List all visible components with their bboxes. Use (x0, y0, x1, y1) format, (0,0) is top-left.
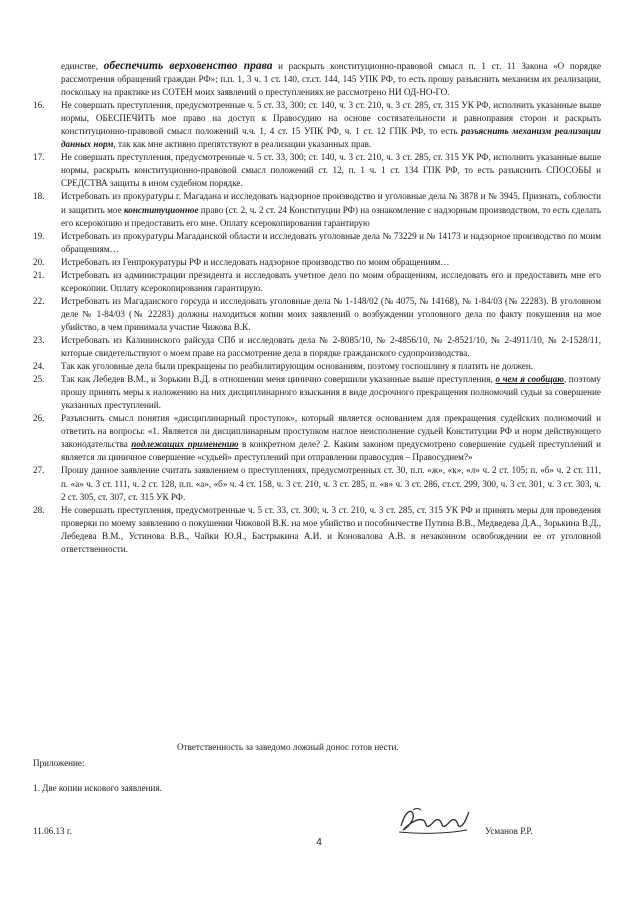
emphasized-text: обеспечить верховенство права (103, 60, 273, 72)
item-number: 20. (33, 256, 45, 267)
emphasized-text: подлежащих применению (131, 439, 239, 450)
item-text: Так как уголовные дела были прекращены по реабилитирующим основаниям, поэтому госпошлину я платить не должен. (61, 361, 534, 372)
item-number: 25. (33, 374, 45, 385)
item-text: Истребовать из Магаданского горсуда и исследовать уголовные дела № 1-148/02 (№ 4075, № 14168), № 1-84/03 (№ 22283). В уголовном деле № 1-84/03 (№ 22283) должны находиться копии моих заявлений о возбуждении уголовного дела по факту покушения на мое убийство, в чем принимала участие Чижова В.К. (61, 295, 601, 332)
list-item (33, 60, 601, 99)
item-number: 17. (33, 152, 45, 163)
document-date: 11.06.13 г. (33, 826, 72, 836)
item-number: 27. (33, 465, 45, 476)
item-number: 19. (33, 230, 45, 241)
item-text: и раскрыть конституционно-правовой смысл п. 1 ст. 11 Закона «О порядке рассмотрения обращений граждан РФ»; п.п. 1, 3 ч. 1 ст. 140, ст.ст. 144, 145 УПК РФ, то есть прошу разъяснить механизм их реализации, поскольку на практике из СОТЕН моих заявлений о преступлениях не рассмотрено НИ ОД-НО-ГО. (61, 61, 602, 98)
appendix-item: 1. Две копии искового заявления. (33, 783, 162, 793)
item-number: 24. (33, 361, 45, 372)
list-item (33, 504, 601, 556)
list-item (33, 360, 601, 373)
appendix-label: Приложение: (33, 758, 85, 768)
item-text: Истребовать из Генпрокуратуры РФ и исследовать надзорное производство по моим обращениям… (61, 256, 450, 267)
item-number: 26. (33, 413, 45, 424)
emphasized-text: конституционное (124, 204, 199, 215)
item-text: Не совершать преступления, предусмотренные ч. 5 ст. 33, 300; ст. 140, ч. 3 ст. 210, ч. 3 ст. 285, ст. 315 УК РФ, исполнить указанные выше нормы, ОБЕСПЕЧИТЬ мое право на доступ к Правосудию на основе состязательности и равноправия сторон и раскрыть конституционно-правовой смысл положений ч.ч. 1, 4 ст. 15 УПК РФ, ч. 1 ст. 12 ГПК РФ, то есть (61, 100, 601, 137)
item-text: единстве, (61, 61, 104, 71)
emphasized-text: о чем я сообщаю (495, 374, 564, 385)
item-text: право (ст. 2, ч. 2 ст. 24 Конституции РФ) на ознакомление с надзорным производством, то есть сделать его ксерокопию и предоставить его мне. Оплату ксерокопирования гарантирую (61, 204, 602, 228)
list-item (33, 269, 601, 295)
item-text: Истребовать из Калининского райсуда СПб и исследовать дела № 2-8085/10, № 2-4856/10, № 2-8521/10, № 2-4911/10, № 2-1528/11, которые свидетельствуют о моем праве на рассмотрение дела в порядке гражданского судопроизводства. (61, 334, 601, 359)
signer-name: Усманов Р.Р. (485, 826, 533, 836)
item-number: 21. (33, 269, 45, 280)
list-item (33, 190, 601, 229)
item-text: Истребовать из прокуратуры г. Магадана и исследовать надзорное производство и уголовные дела № 3878 и № 3945. Признать, соблюсти и защитить мое (61, 191, 601, 215)
list-item (33, 256, 601, 269)
emphasized-text: разъяснить механизм реализации данных норм (61, 126, 601, 150)
item-text: Не совершать преступления, предусмотренные ч. 5 ст. 33, 300; ст. 140, ч. 3 ст. 210, ч. 3 ст. 285, ст. 315 УК РФ, исполнить указанные выше нормы, раскрыть конституционно-правовой смысл положений ст. 12, п. 1 ч. 1 ст. 134 ГПК РФ, то есть разъяснить СПОСОБЫ и СРЕДСТВА защиты в ином судебном порядке. (61, 152, 601, 189)
item-text: Истребовать из прокуратуры Магаданской области и исследовать уголовные дела № 73229 и № 14173 и надзорное производство по моим обращениям… (61, 230, 601, 254)
page-number: 4 (316, 837, 322, 848)
list-item (33, 412, 601, 464)
signature-image (395, 804, 473, 836)
list-item (33, 464, 601, 503)
list-item (33, 230, 601, 256)
list-item (33, 334, 601, 360)
item-number: 22. (33, 295, 45, 306)
list-item (33, 295, 601, 334)
responsibility-statement: Ответственность за заведомо ложный донос готов нести. (177, 742, 399, 752)
item-text: в конкретном деле? 2. Каким законом предусмотрено совершение судьей преступлений и является ли циничное совершение «судьей» преступлений при отправлении правосудия – Правосудием?» (61, 439, 601, 463)
item-text: Разъяснить смысл понятия «дисциплинарный проступок», который является основанием для прекращения судейских полномочий и ответить на вопросы: «1. Является ли дисциплинарным проступком наглое неисполнение судьей Конституции РФ и норм действующего законодательства (61, 413, 601, 450)
request-list (33, 60, 601, 556)
list-item (33, 373, 601, 412)
item-text: Истребовать из администрации президента и исследовать учетное дело по моим обращениям, исследовать его и предоставить мне его ксерокопии. Оплату ксерокопирования гарантирую. (61, 269, 601, 293)
list-item (33, 151, 601, 190)
item-text: Так как Лебедев В.М., и Зорькин В.Д. в отношении меня цинично совершили указанные выше преступления, (61, 374, 496, 385)
item-text: Не совершать преступления, предусмотренные ч. 5 ст. 33, ст. 300; ч. 3 ст. 210, ч. 3 ст. 285, ст. 315 УК РФ и принять меры для проведения проверки по моему заявлению о покушении Чижовой В.К. на мое убийство и пособничестве Путина В.В., Медведева Д.А., Зорькина В.Д., Лебедева В.М., Устинова В.В., Чайки Ю.Я., Бастрыкина А.И. и Коновалова А.В. в незаконном освобождении ее от уголовной ответственности. (61, 504, 601, 554)
item-number: 28. (33, 504, 45, 515)
item-number: 18. (33, 191, 45, 202)
item-text: Прошу данное заявление считать заявлением о преступлениях, предусмотренных ст. 30, п.п. «ж», «к», «л» ч. 2 ст. 105; п. «б» ч. 2 ст. 111, п. «а» ч. 3 ст. 111, ч. 2 ст. 128, п.п. «а», «б» ч. 4 ст. 158, ч. 3 ст. 210, ч. 3 ст. 285, п. «в» ч. 3 ст. 286, ст.ст. 299, 300, ч. 3 ст. 301, ч. 3 ст. 303, ч. 2 ст. 305, ст. 307, ст. 315 УК РФ. (61, 465, 601, 502)
item-text: , так как мне активно препятствуют в реализации указанных прав. (113, 139, 372, 150)
item-text: , поэтому прошу принять меры к наложению на них дисциплинарного взыскания в виде досрочного прекращения полномочий судьи за совершение указанных преступлений. (61, 374, 601, 411)
list-item (33, 99, 601, 151)
item-number: 16. (33, 100, 45, 111)
item-number: 23. (33, 334, 45, 345)
